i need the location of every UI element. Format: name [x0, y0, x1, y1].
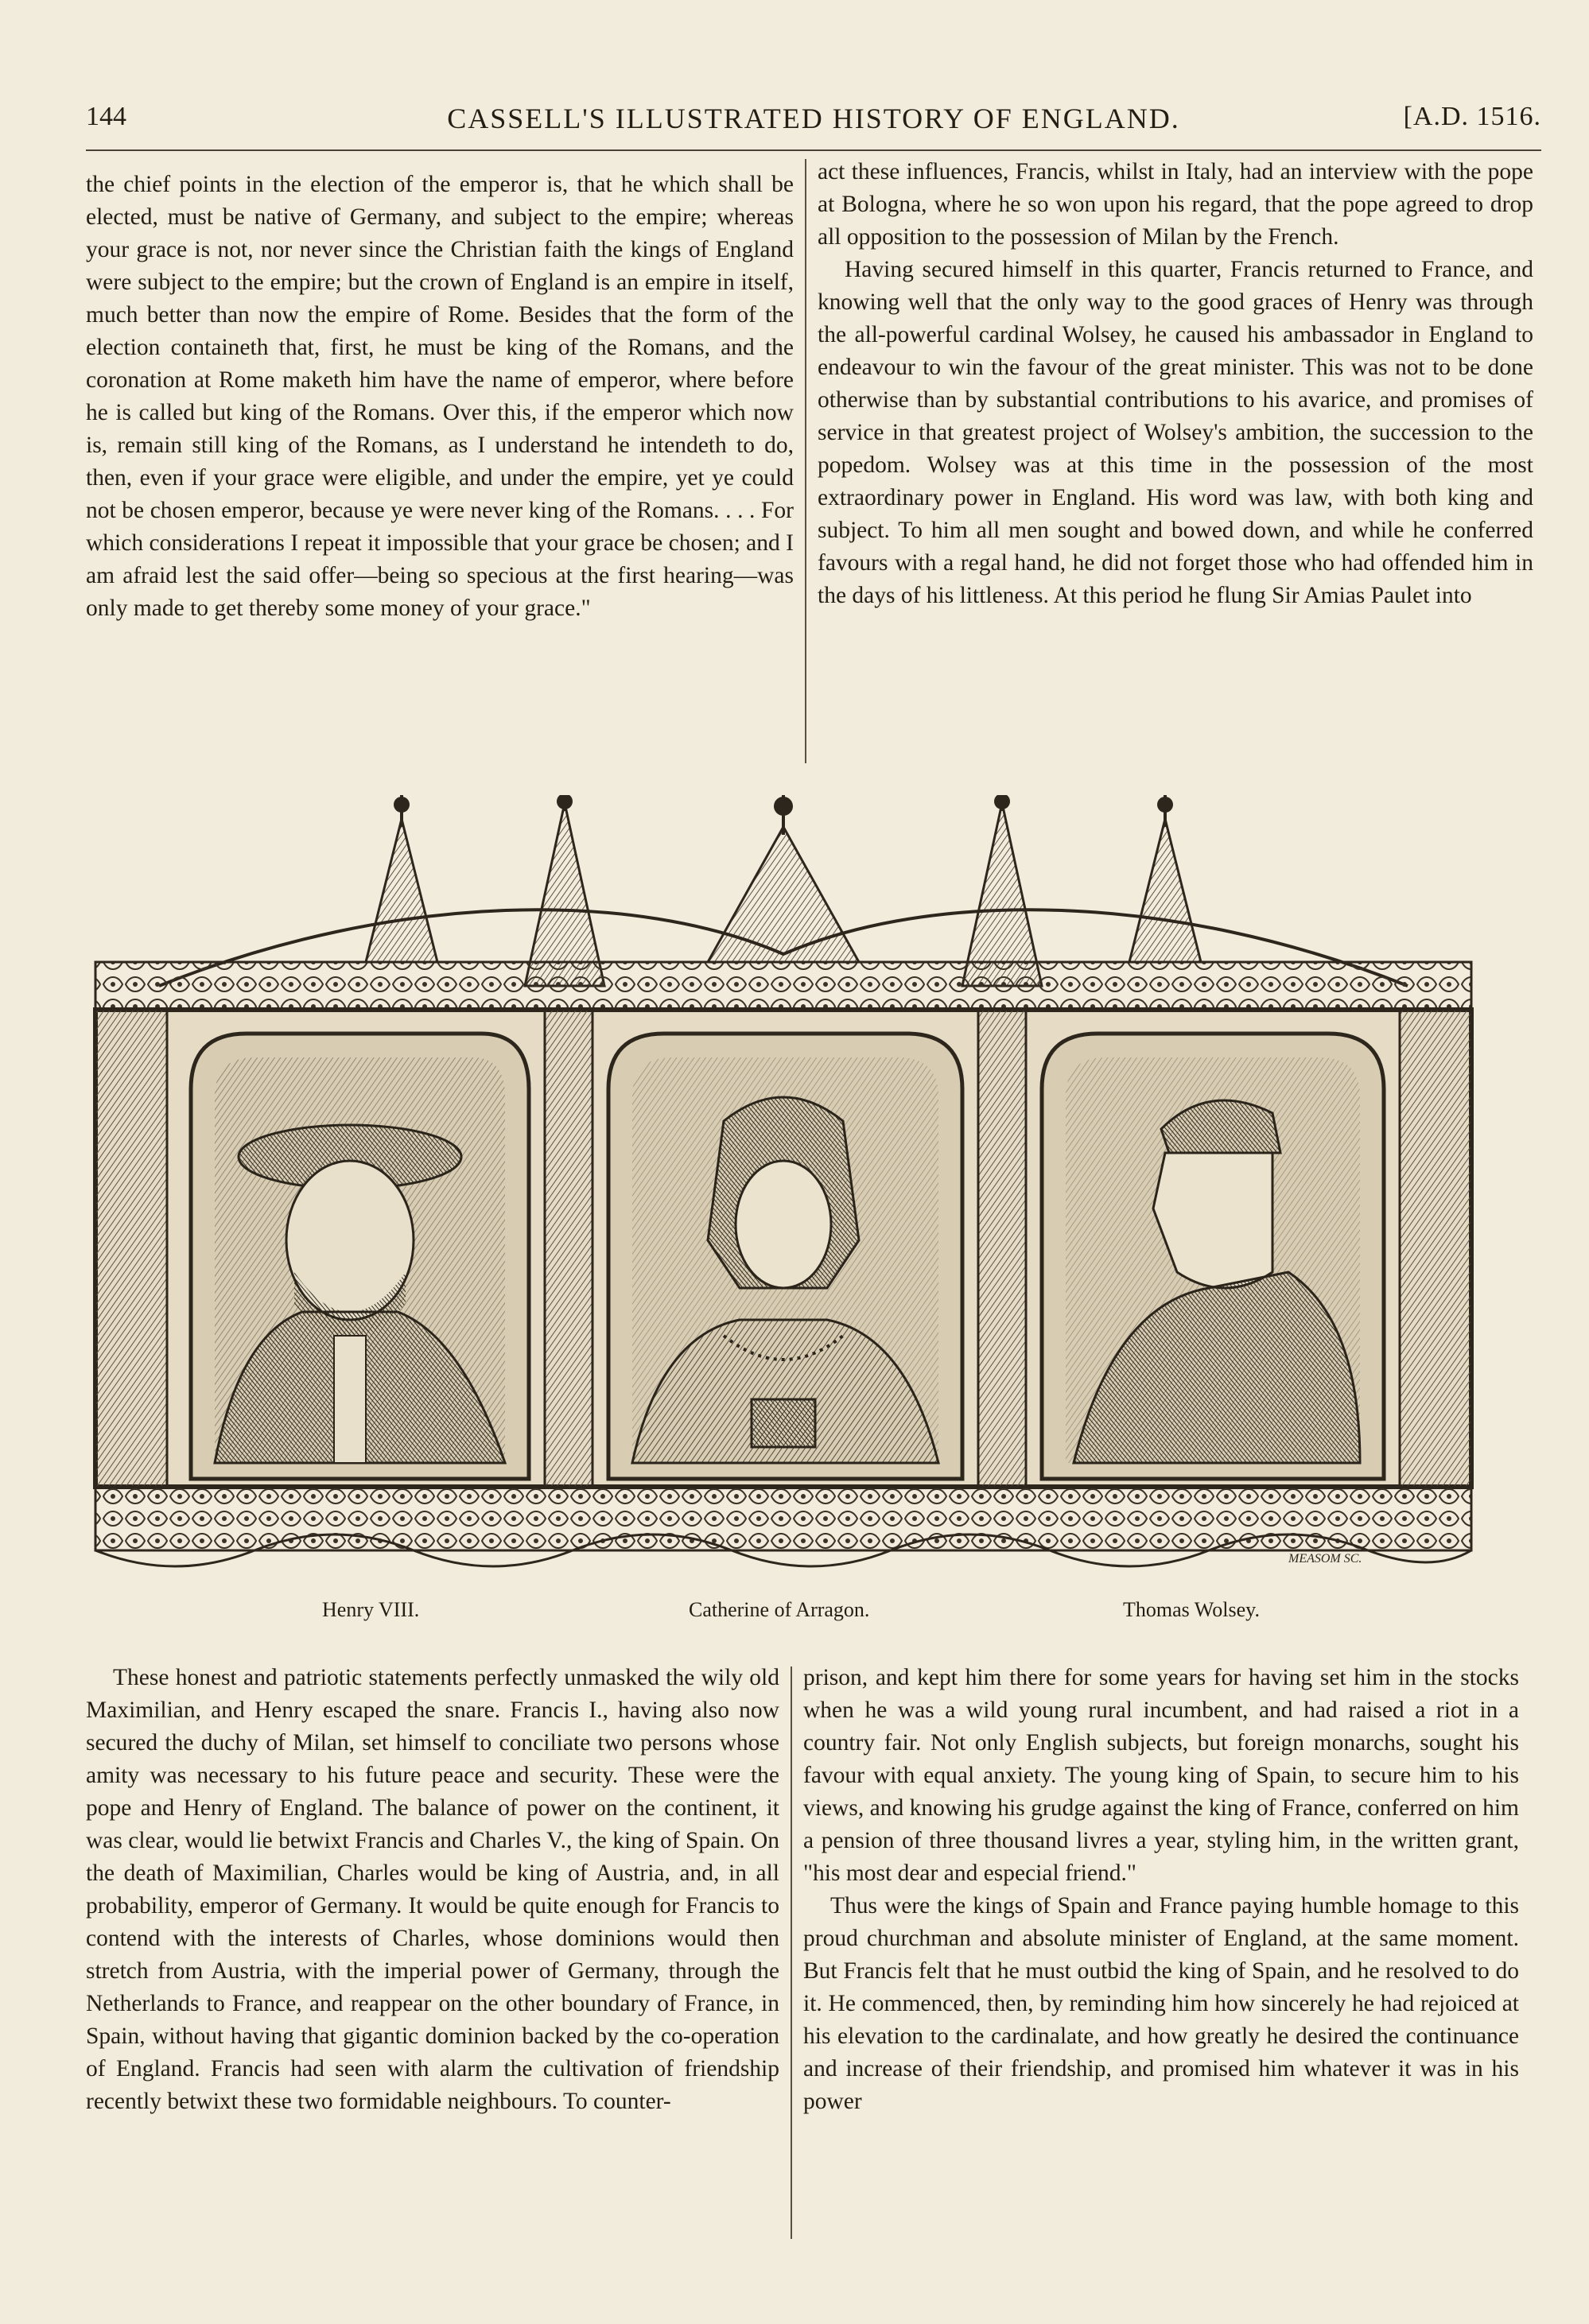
paragraph: act these influences, Francis, whilst in Italy, had an interview with the pope at Bologna, where he so won upon his regard, that the pope agreed to drop all opposition to the possession of Milan by the French. — [818, 159, 1533, 250]
bottom-scrollwork — [95, 1487, 1471, 1550]
bottom-right-column — [803, 1662, 1519, 2118]
engraver-signature: MEASOM SC. — [1288, 1552, 1362, 1565]
caption-henry-viii: Henry VIII. — [322, 1598, 420, 1621]
top-frieze — [95, 962, 1471, 1010]
paragraph: prison, and kept him there for some years for having set him in the stocks when he was a wild young rural incumbent, and had raised a riot in a country fair. Not only English subjects, but foreign monarchs, sought his favour with equal anxiety. The young king of Spain, to secure him to his views, and knowing his grudge against the king of France, conferred on him a pension of three thousand livres a year, styling him, in the written grant, "his most dear and especial friend." — [803, 1665, 1519, 1886]
portrait-engraving — [80, 795, 1487, 1582]
panel-catherine-of-arragon — [608, 1034, 962, 1479]
gothic-pinnacles — [159, 795, 1408, 986]
column-rule-bottom — [791, 1666, 792, 2239]
column-rule-top — [805, 159, 806, 763]
paragraph: the chief points in the election of the emperor is, that he which shall be elected, must be native of Germany, and subject to the empire; whereas your grace is not, nor never since the Christian faith the kings of England were subject to the empire; but the crown of England is an empire in itself, much better than now the empire of Rome. Besides that the form of the election containeth that, first, he must be king of the Romans, and the coronation at Rome maketh him have the name of emperor, where before he is called but king of the Romans. Over this, if the emperor which now is, remain still king of the Romans, as I understand he intendeth to do, then, even if your grace were eligible, and under the empire, yet ye could not be chosen emperor, because ye were never king of the Romans. . . . For which considerations I repeat it impossible that your grace be chosen; and I am afraid lest the said offer—being so specious at the first hearing—was only made to get thereby some money of your grace." — [86, 172, 794, 621]
running-header — [86, 102, 1541, 146]
top-right-column — [818, 156, 1533, 612]
page-number: 144 — [86, 102, 126, 131]
paragraph: Thus were the kings of Spain and France paying humble homage to this proud churchman and absolute minister of England, at the same moment. But Francis felt that he must outbid the king of Spain, and he resolved to do it. He commenced, then, by reminding him how sincerely he had rejoiced at his elevation to the cardinalate, and how greatly he desired the continuance and increase of their friendship, and promised him whatever it was in his power — [803, 1893, 1519, 2114]
paragraph: These honest and patriotic statements perfectly unmasked the wily old Maximilian, and Henry escaped the snare. Francis I., having also now secured the duchy of Milan, set himself to conciliate two persons whose amity was necessary to his future peace and security. These were the pope and Henry of England. The balance of power on the continent, it was clear, would lie betwixt Francis and Charles V., the king of Spain. On the death of Maximilian, Charles would be king of Austria, and, in all probability, emperor of Germany. It would be quite enough for Francis to contend with the interests of Charles, whose dominions would then stretch from Austria, with the imperial power of Germany, through the Netherlands to France, and reappear on the other boundary of France, in Spain, without having that gigantic dominion backed by the co-operation of England. Francis had seen with alarm the cultivation of friendship recently betwixt these two formidable neighbours. To counter- — [86, 1665, 779, 2114]
paragraph: Having secured himself in this quarter, Francis returned to France, and knowing well that the only way to the good graces of Henry was through the all-powerful cardinal Wolsey, he caused his ambassador in England to endeavour to win the favour of the great minister. This was not to be done otherwise than by substantial contributions to his avarice, and promises of service in that greatest project of Wolsey's ambition, the succession to the popedom. Wolsey was at this time in the possession of the most extraordinary power in England. His word was law, with both king and subject. To him all men sought and bowed down, and while he conferred favours with a regal hand, he did not forget those who had offended him in the days of his littleness. At this period he flung Sir Amias Paulet into — [818, 257, 1533, 608]
bottom-left-column — [86, 1662, 779, 2118]
header-date: [A.D. 1516. — [1403, 102, 1541, 131]
top-left-column — [86, 169, 794, 625]
caption-thomas-wolsey: Thomas Wolsey. — [1123, 1598, 1260, 1621]
caption-catherine-of-arragon: Catherine of Arragon. — [689, 1598, 870, 1621]
book-title: CASSELL'S ILLUSTRATED HISTORY OF ENGLAND. — [447, 103, 1180, 134]
panel-henry-viii — [191, 1034, 529, 1479]
panel-thomas-wolsey — [1042, 1034, 1384, 1479]
header-rule — [86, 149, 1541, 151]
